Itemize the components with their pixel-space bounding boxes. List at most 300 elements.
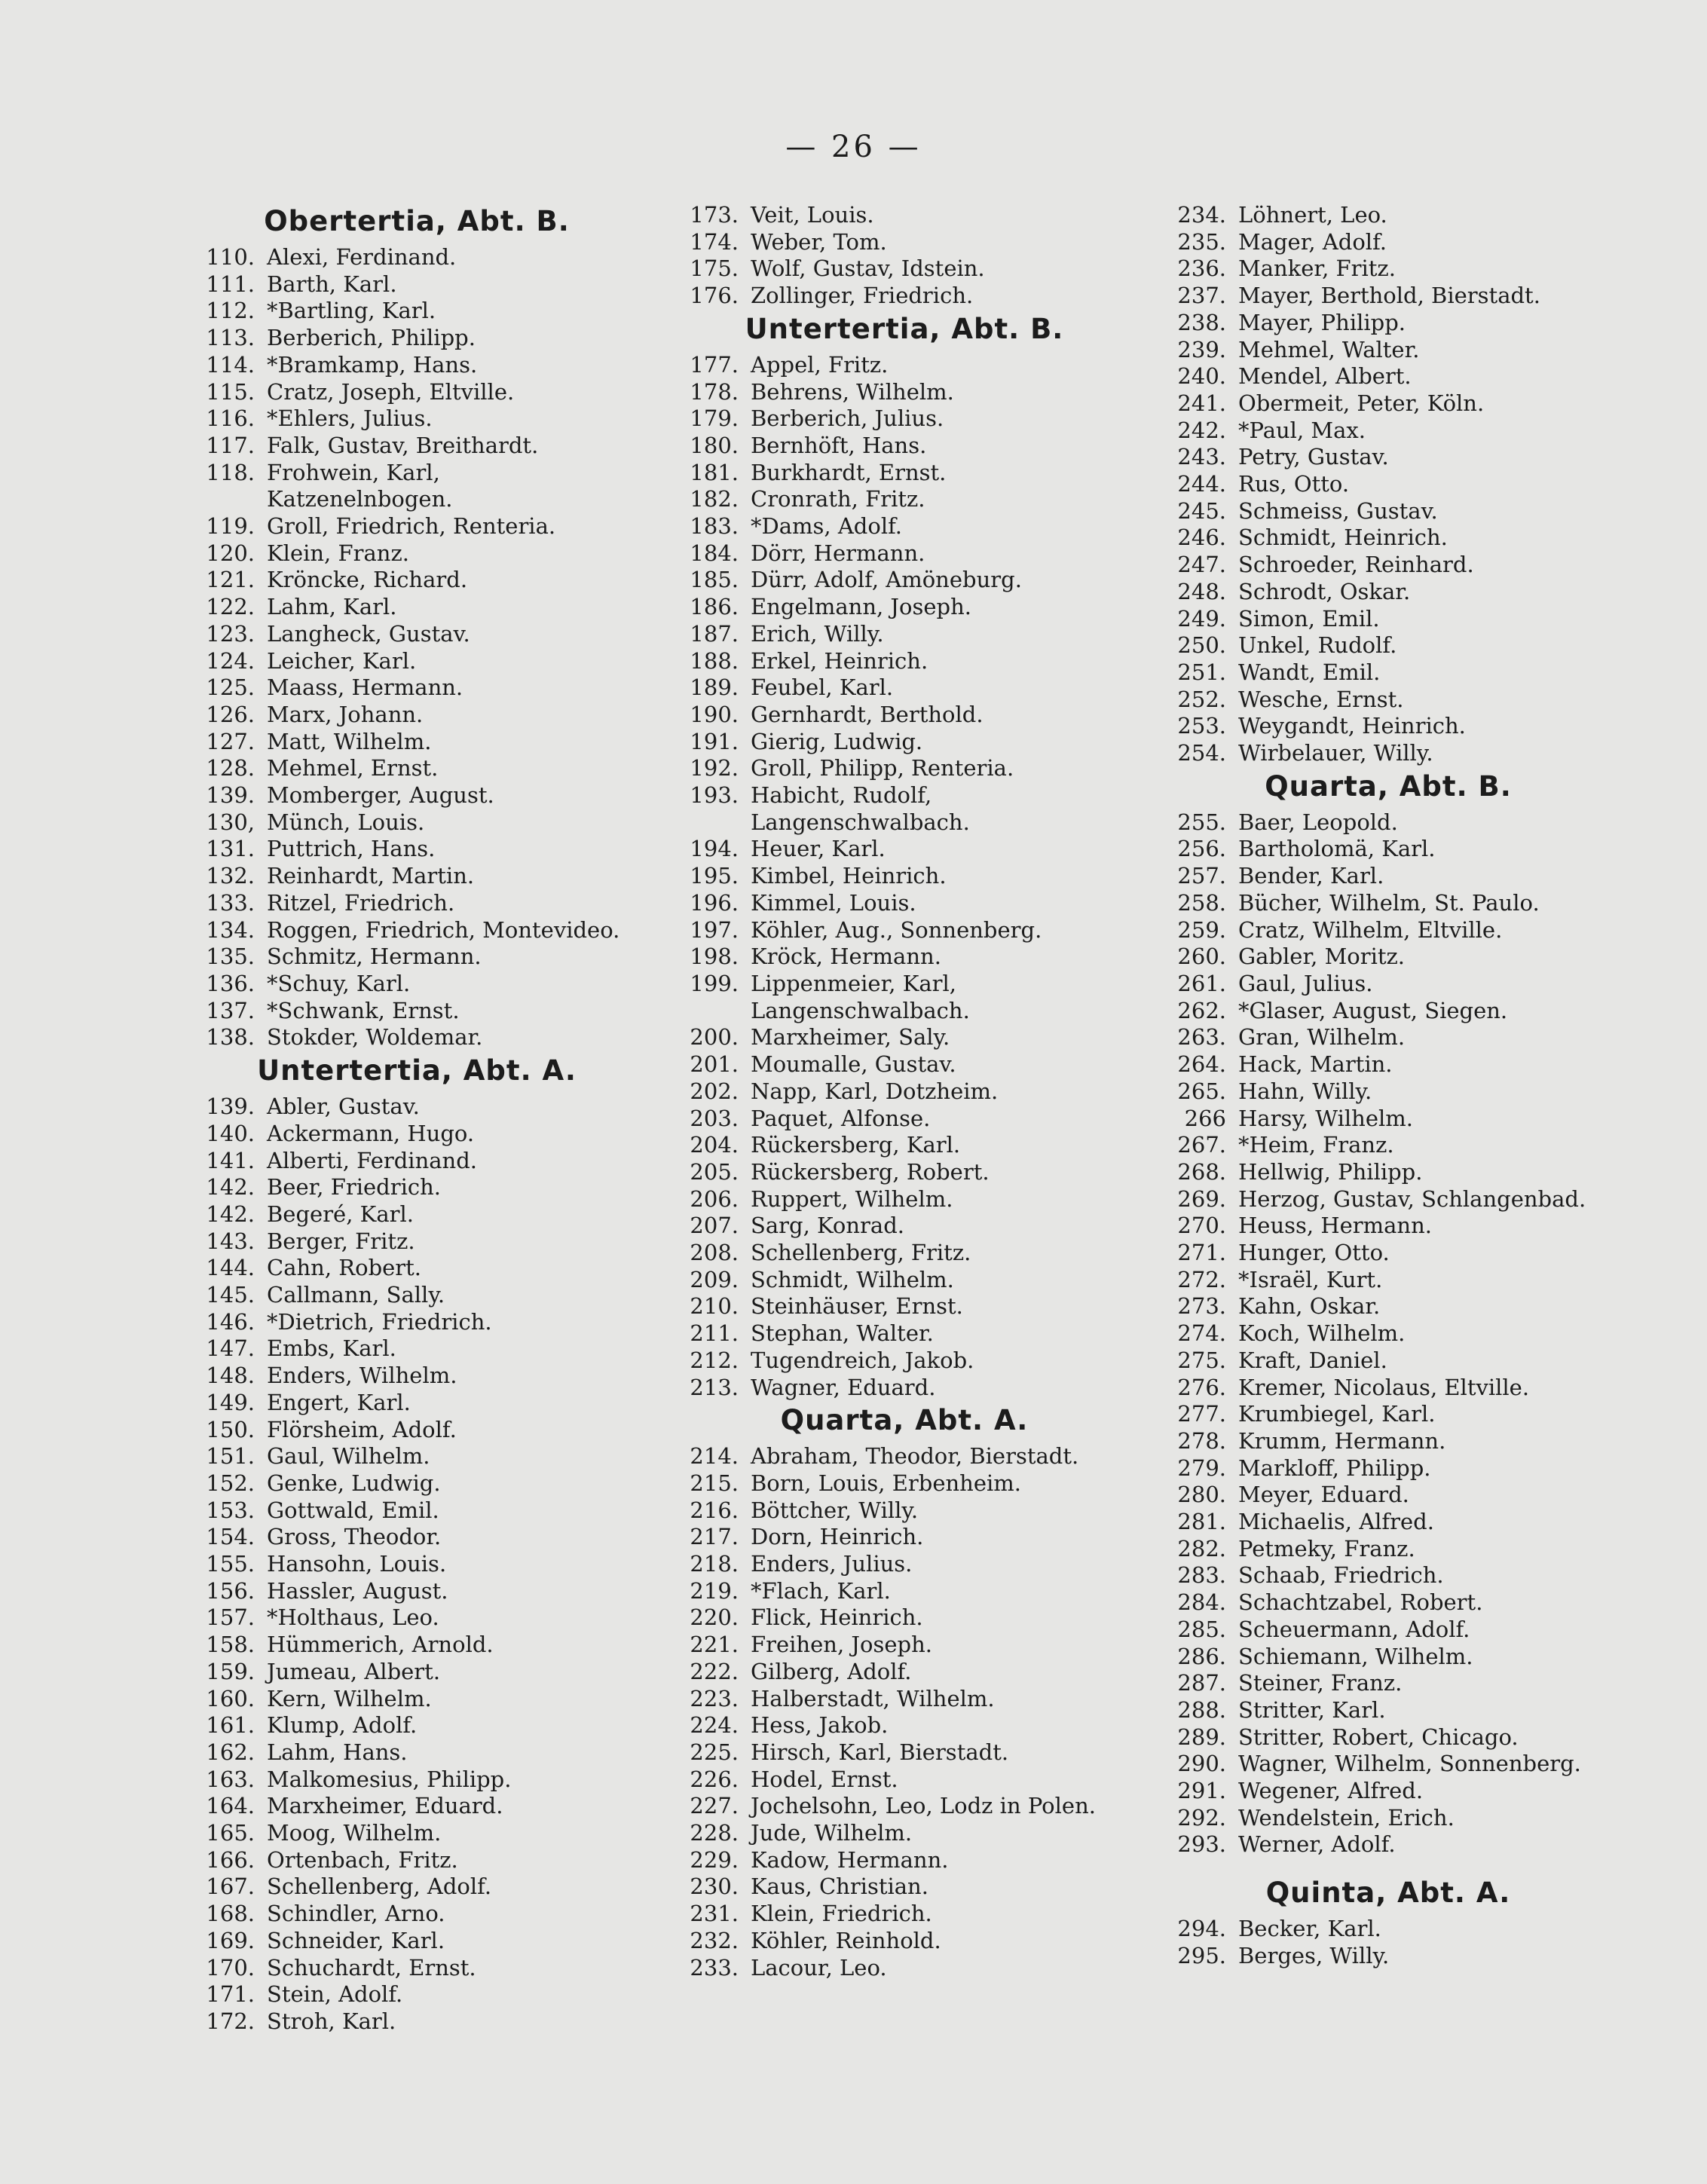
entry-number: 230. (690, 1874, 739, 1900)
student-entry (686, 1955, 1123, 1982)
student-entry (202, 809, 632, 837)
student-entry (1173, 1106, 1603, 1133)
student-name: Steinhäuser, Ernst. (751, 1293, 963, 1320)
student-name: *Paul, Max. (1238, 417, 1366, 443)
entry-number: 246. (1177, 525, 1226, 551)
student-name: Abler, Gustav. (267, 1094, 420, 1120)
student-entry (1173, 1509, 1603, 1536)
class-section (686, 311, 1123, 1401)
student-name: Unkel, Rudolf. (1238, 632, 1397, 659)
student-name: *Schwank, Ernst. (267, 997, 460, 1023)
student-entry (1173, 229, 1603, 256)
student-name: Meyer, Eduard. (1238, 1482, 1409, 1508)
entry-number: 122. (206, 594, 255, 620)
student-entry (1173, 1697, 1603, 1724)
entry-number: 224. (690, 1712, 739, 1739)
student-name: Stritter, Karl. (1238, 1696, 1386, 1723)
student-name: Veit, Louis. (751, 202, 874, 228)
entry-number: 295. (1177, 1942, 1226, 1968)
entry-number: 285. (1177, 1616, 1226, 1642)
entry-number: 139. (206, 1094, 255, 1120)
student-entry (1173, 1320, 1603, 1347)
student-entry (1173, 1617, 1603, 1644)
section-heading: Obertertia, Abt. B. (264, 205, 570, 237)
student-name: Berger, Fritz. (267, 1228, 415, 1254)
student-entry (202, 298, 632, 325)
entry-number: 286. (1177, 1643, 1226, 1669)
student-name: Habicht, Rudolf, Langenschwalbach. (751, 782, 970, 835)
entry-number: 179. (690, 405, 739, 432)
student-name: Halberstadt, Wilhelm. (751, 1685, 995, 1711)
student-entry (686, 971, 1123, 1024)
student-entry (686, 1686, 1123, 1713)
student-entry (1173, 606, 1603, 633)
entry-number: 175. (690, 255, 739, 282)
student-entry (1173, 1916, 1603, 1943)
entry-number: 192. (690, 755, 739, 782)
student-entry (1173, 552, 1603, 579)
entry-number: 238. (1177, 309, 1226, 335)
entry-number: 194. (690, 836, 739, 862)
student-name: Schmidt, Wilhelm. (751, 1266, 954, 1292)
student-entry (1173, 1347, 1603, 1375)
student-name: Gaul, Wilhelm. (267, 1443, 430, 1470)
student-entry (1173, 1536, 1603, 1563)
column-1 (202, 202, 632, 2036)
entry-number: 222. (690, 1658, 739, 1684)
entry-number: 250. (1177, 632, 1226, 659)
entry-number: 173. (690, 202, 739, 228)
student-name: Ritzel, Friedrich. (267, 889, 455, 916)
student-name: Momberger, August. (267, 782, 494, 809)
student-entry (202, 1604, 632, 1632)
student-name: Abraham, Theodor, Bierstadt. (751, 1443, 1079, 1470)
student-entry (686, 1240, 1123, 1267)
student-name: Sarg, Konrad. (751, 1213, 904, 1239)
student-entry (686, 782, 1123, 836)
student-name: Harsy, Wilhelm. (1238, 1105, 1413, 1131)
student-name: *Ehlers, Julius. (267, 405, 433, 432)
student-name: Ackermann, Hugo. (267, 1120, 475, 1146)
entry-number: 282. (1177, 1535, 1226, 1562)
student-entry (1173, 1078, 1603, 1106)
student-name: Schmitz, Hermann. (267, 944, 482, 970)
student-name: Paquet, Alfonse. (751, 1105, 931, 1131)
entry-number: 198. (690, 944, 739, 970)
student-name: Enders, Julius. (751, 1551, 913, 1577)
entry-number: 267. (1177, 1132, 1226, 1158)
student-name: Berberich, Philipp. (267, 325, 476, 351)
student-name: Berges, Willy. (1238, 1942, 1390, 1968)
student-name: *Israël, Kurt. (1238, 1266, 1383, 1292)
student-name: Cronrath, Fritz. (751, 486, 925, 512)
entry-number: 178. (690, 378, 739, 405)
student-entry (202, 1309, 632, 1336)
entry-number: 260. (1177, 944, 1226, 970)
student-entry (202, 1282, 632, 1309)
entry-number: 143. (206, 1228, 255, 1254)
entry-number: 233. (690, 1954, 739, 1981)
entry-number: 190. (690, 701, 739, 727)
student-entry (686, 405, 1123, 433)
entry-number: 249. (1177, 605, 1226, 632)
student-name: Beer, Friedrich. (267, 1174, 442, 1201)
student-name: Feubel, Karl. (751, 674, 894, 701)
student-entry (1173, 1455, 1603, 1482)
student-name: Wagner, Wilhelm, Sonnenberg. (1238, 1751, 1581, 1777)
student-name: Enders, Wilhelm. (267, 1363, 457, 1389)
student-name: Gottwald, Emil. (267, 1497, 439, 1523)
student-entry (686, 1712, 1123, 1739)
student-name: Barth, Karl. (267, 271, 397, 297)
entry-number: 119. (206, 513, 255, 540)
student-entry (686, 352, 1123, 379)
student-name: Engert, Karl. (267, 1389, 411, 1415)
entry-number: 207. (690, 1213, 739, 1239)
entry-number: 231. (690, 1901, 739, 1927)
student-entry (1173, 390, 1603, 418)
student-name: Falk, Gustav, Breithardt. (267, 432, 539, 458)
student-entry (686, 1213, 1123, 1240)
student-name: Mayer, Philipp. (1238, 309, 1406, 335)
student-entry (1173, 687, 1603, 714)
entry-number: 252. (1177, 686, 1226, 712)
student-entry (1173, 1159, 1603, 1186)
student-entry (686, 513, 1123, 540)
student-name: Kröncke, Richard. (267, 567, 468, 593)
student-name: Heuss, Hermann. (1238, 1213, 1433, 1239)
student-name: *Bramkamp, Hans. (267, 351, 478, 378)
student-entry (202, 1094, 632, 1121)
entry-number: 163. (206, 1766, 255, 1792)
page-number: — 26 — (785, 130, 922, 164)
student-entry (1173, 1293, 1603, 1320)
entry-number: 287. (1177, 1670, 1226, 1696)
student-entry (202, 513, 632, 540)
student-name: Hack, Martin. (1238, 1051, 1393, 1078)
student-name: Hansohn, Louis. (267, 1551, 447, 1577)
student-name: Moumalle, Gustav. (751, 1051, 956, 1078)
student-name: Wendelstein, Erich. (1238, 1804, 1455, 1831)
student-name: Rus, Otto. (1238, 471, 1350, 497)
student-entry (686, 1051, 1123, 1078)
entry-number: 263. (1177, 1024, 1226, 1051)
entry-number: 251. (1177, 659, 1226, 685)
entry-number: 236. (1177, 255, 1226, 282)
student-entry (1173, 1051, 1603, 1078)
entry-number: 245. (1177, 497, 1226, 524)
student-entry (202, 1121, 632, 1148)
student-name: Kadow, Hermann. (751, 1846, 949, 1873)
entry-number: 272. (1177, 1266, 1226, 1292)
entry-number: 142. (206, 1201, 255, 1227)
entry-number: 284. (1177, 1589, 1226, 1616)
student-entry (1173, 632, 1603, 659)
entry-number: 223. (690, 1685, 739, 1711)
student-name: Krumbiegel, Karl. (1238, 1401, 1436, 1427)
entry-number: 121. (206, 567, 255, 593)
student-entry (686, 1632, 1123, 1659)
student-name: Klein, Franz. (267, 540, 409, 566)
student-name: Petry, Gustav. (1238, 444, 1389, 470)
entry-number: 280. (1177, 1482, 1226, 1508)
student-name: Moog, Wilhelm. (267, 1820, 442, 1846)
student-entry (686, 1497, 1123, 1525)
entry-number: 148. (206, 1363, 255, 1389)
student-entry (202, 1390, 632, 1417)
student-entry (686, 1820, 1123, 1847)
entry-number: 117. (206, 432, 255, 458)
student-name: Wandt, Emil. (1238, 659, 1381, 685)
student-name: Klein, Friedrich. (751, 1901, 932, 1927)
student-entry (686, 1375, 1123, 1402)
student-name: Schellenberg, Fritz. (751, 1240, 971, 1266)
student-entry (202, 1847, 632, 1874)
entry-number: 242. (1177, 417, 1226, 443)
student-entry (202, 702, 632, 729)
student-name: Callmann, Sally. (267, 1282, 445, 1308)
student-entry (686, 1874, 1123, 1901)
student-entry (202, 1712, 632, 1739)
student-entry (686, 1470, 1123, 1497)
student-entry (202, 405, 632, 433)
student-entry (686, 1186, 1123, 1213)
student-entry (202, 1659, 632, 1686)
entry-number: 215. (690, 1470, 739, 1496)
student-entry (202, 1174, 632, 1201)
section-heading: Quarta, Abt. B. (1265, 769, 1512, 803)
student-entry (686, 255, 1123, 283)
student-entry (1173, 1778, 1603, 1805)
student-entry (686, 1604, 1123, 1632)
student-entry (1173, 525, 1603, 552)
student-entry (202, 729, 632, 756)
student-name: Genke, Ludwig. (267, 1470, 441, 1496)
student-name: Mager, Adolf. (1238, 228, 1387, 255)
entry-number: 218. (690, 1551, 739, 1577)
entry-number: 273. (1177, 1293, 1226, 1320)
student-entry (686, 283, 1123, 310)
student-entry (202, 782, 632, 809)
student-entry (202, 540, 632, 567)
student-name: Hümmerich, Arnold. (267, 1632, 494, 1658)
entry-number: 221. (690, 1632, 739, 1658)
student-name: Langheck, Gustav. (267, 620, 470, 647)
student-entry (202, 567, 632, 594)
student-entry (202, 352, 632, 379)
student-name: Schaab, Friedrich. (1238, 1562, 1444, 1589)
student-entry (202, 1793, 632, 1820)
student-name: Alexi, Ferdinand. (267, 244, 457, 270)
student-name: Hess, Jakob. (751, 1712, 889, 1739)
entry-number: 211. (690, 1320, 739, 1347)
student-name: Kahn, Oskar. (1238, 1293, 1381, 1320)
student-name: Marxheimer, Saly. (751, 1024, 950, 1051)
student-name: Gierig, Ludwig. (751, 728, 923, 754)
entry-number: 277. (1177, 1401, 1226, 1427)
student-name: Wolf, Gustav, Idstein. (751, 255, 985, 282)
student-entry (202, 1820, 632, 1847)
student-entry (686, 1024, 1123, 1051)
student-entry (1173, 579, 1603, 606)
student-entry (686, 460, 1123, 487)
entry-number: 161. (206, 1712, 255, 1739)
entry-number: 164. (206, 1793, 255, 1819)
entry-number: 130, (206, 809, 255, 835)
student-entry (686, 1739, 1123, 1766)
student-name: Steiner, Franz. (1238, 1670, 1403, 1696)
entry-number: 183. (690, 513, 739, 540)
entry-number: 155. (206, 1551, 255, 1577)
student-entry (202, 1417, 632, 1444)
entry-number: 237. (1177, 283, 1226, 309)
student-entry (1173, 1831, 1603, 1858)
entry-number: 202. (690, 1078, 739, 1104)
student-name: Schachtzabel, Robert. (1238, 1589, 1483, 1616)
student-entry (202, 379, 632, 406)
student-entry (1173, 1589, 1603, 1617)
student-entry (686, 890, 1123, 917)
student-name: Dörr, Hermann. (751, 540, 925, 566)
student-name: Jochelsohn, Leo, Lodz in Polen. (751, 1793, 1096, 1819)
entry-number: 232. (690, 1927, 739, 1953)
entry-number: 134. (206, 916, 255, 943)
student-name: Hirsch, Karl, Bierstadt. (751, 1739, 1009, 1765)
student-entry (686, 1159, 1123, 1186)
student-name: *Bartling, Karl. (267, 298, 436, 324)
student-entry (686, 1132, 1123, 1159)
student-name: Matt, Wilhelm. (267, 728, 432, 754)
student-entry (1173, 971, 1603, 998)
student-name: Zollinger, Friedrich. (751, 283, 974, 309)
entry-number: 212. (690, 1347, 739, 1373)
entry-number: 239. (1177, 336, 1226, 362)
entry-number: 294. (1177, 1916, 1226, 1942)
student-name: Roggen, Friedrich, Montevideo. (267, 916, 620, 943)
student-entry (202, 594, 632, 621)
student-entry (686, 379, 1123, 406)
student-name: Stokder, Woldemar. (267, 1024, 483, 1051)
entry-number: 288. (1177, 1696, 1226, 1723)
student-entry (686, 863, 1123, 890)
student-name: Stroh, Karl. (267, 2008, 396, 2034)
student-entry (202, 244, 632, 271)
entry-number: 118. (206, 459, 255, 485)
student-name: Obermeit, Peter, Köln. (1238, 390, 1485, 416)
entry-number: 274. (1177, 1320, 1226, 1347)
student-entry (202, 621, 632, 648)
entry-number: 216. (690, 1497, 739, 1523)
entry-number: 200. (690, 1024, 739, 1051)
student-entry (686, 674, 1123, 702)
student-name: Schindler, Arno. (267, 1901, 445, 1927)
student-name: Kremer, Nicolaus, Eltville. (1238, 1374, 1530, 1400)
entry-number: 276. (1177, 1374, 1226, 1400)
entry-number: 203. (690, 1105, 739, 1131)
student-name: Gross, Theodor. (267, 1524, 442, 1550)
student-name: Groll, Philipp, Renteria. (751, 755, 1014, 782)
entry-number: 147. (206, 1335, 255, 1362)
student-entry (1173, 1943, 1603, 1970)
student-entry (202, 325, 632, 352)
student-name: Flörsheim, Adolf. (267, 1416, 457, 1442)
column-3 (1173, 202, 1603, 1970)
student-name: Schiemann, Wilhelm. (1238, 1643, 1473, 1669)
student-name: Erich, Willy. (751, 620, 884, 647)
student-entry (202, 1766, 632, 1794)
student-name: Bender, Karl. (1238, 863, 1384, 889)
student-entry (686, 648, 1123, 675)
student-entry (1173, 1805, 1603, 1832)
student-entry (1173, 1670, 1603, 1697)
student-entry (686, 1578, 1123, 1605)
student-entry (686, 202, 1123, 229)
student-name: Jumeau, Albert. (267, 1658, 441, 1684)
student-entry (686, 755, 1123, 782)
entry-number: 271. (1177, 1240, 1226, 1266)
student-name: Gabler, Moritz. (1238, 944, 1406, 970)
entry-number: 135. (206, 944, 255, 970)
entry-number: 196. (690, 889, 739, 916)
entry-number: 128. (206, 755, 255, 782)
student-name: Heuer, Karl. (751, 836, 886, 862)
entry-number: 195. (690, 863, 739, 889)
entry-number: 228. (690, 1820, 739, 1846)
student-entry (1173, 255, 1603, 283)
entry-number: 149. (206, 1389, 255, 1415)
class-section (686, 1402, 1123, 1981)
student-entry (1173, 498, 1603, 525)
student-name: Hodel, Ernst. (751, 1766, 898, 1792)
student-entry (202, 433, 632, 460)
entry-number: 157. (206, 1604, 255, 1631)
entry-number: 132. (206, 863, 255, 889)
entry-number: 165. (206, 1820, 255, 1846)
student-entry (686, 229, 1123, 256)
student-name: Frohwein, Karl, Katzenelnbogen. (267, 459, 453, 512)
student-entry (1173, 1267, 1603, 1294)
student-entry (686, 729, 1123, 756)
student-name: Herzog, Gustav, Schlangenbad. (1238, 1185, 1586, 1212)
student-name: Leicher, Karl. (267, 647, 417, 674)
entry-number: 145. (206, 1282, 255, 1308)
student-entry (202, 1955, 632, 1982)
student-name: Hunger, Otto. (1238, 1240, 1390, 1266)
student-entry (202, 755, 632, 782)
student-entry (686, 1524, 1123, 1551)
student-entry (1173, 363, 1603, 390)
entry-number: 258. (1177, 889, 1226, 916)
entry-number: 168. (206, 1901, 255, 1927)
student-entry (1173, 471, 1603, 498)
entry-number: 290. (1177, 1751, 1226, 1777)
entry-number: 162. (206, 1739, 255, 1765)
student-entry (686, 1847, 1123, 1874)
student-name: Schneider, Karl. (267, 1927, 445, 1953)
student-entry (686, 836, 1123, 863)
student-name: Born, Louis, Erbenheim. (751, 1470, 1022, 1496)
student-name: Krumm, Hermann. (1238, 1427, 1446, 1454)
section-heading: Untertertia, Abt. A. (257, 1054, 577, 1087)
entry-number: 206. (690, 1185, 739, 1212)
student-name: Rückersberg, Robert. (751, 1158, 990, 1185)
student-entry (686, 621, 1123, 648)
entry-number: 123. (206, 620, 255, 647)
student-entry (202, 1470, 632, 1497)
class-section (1173, 1875, 1603, 1969)
entry-number: 127. (206, 728, 255, 754)
student-entry (202, 917, 632, 944)
